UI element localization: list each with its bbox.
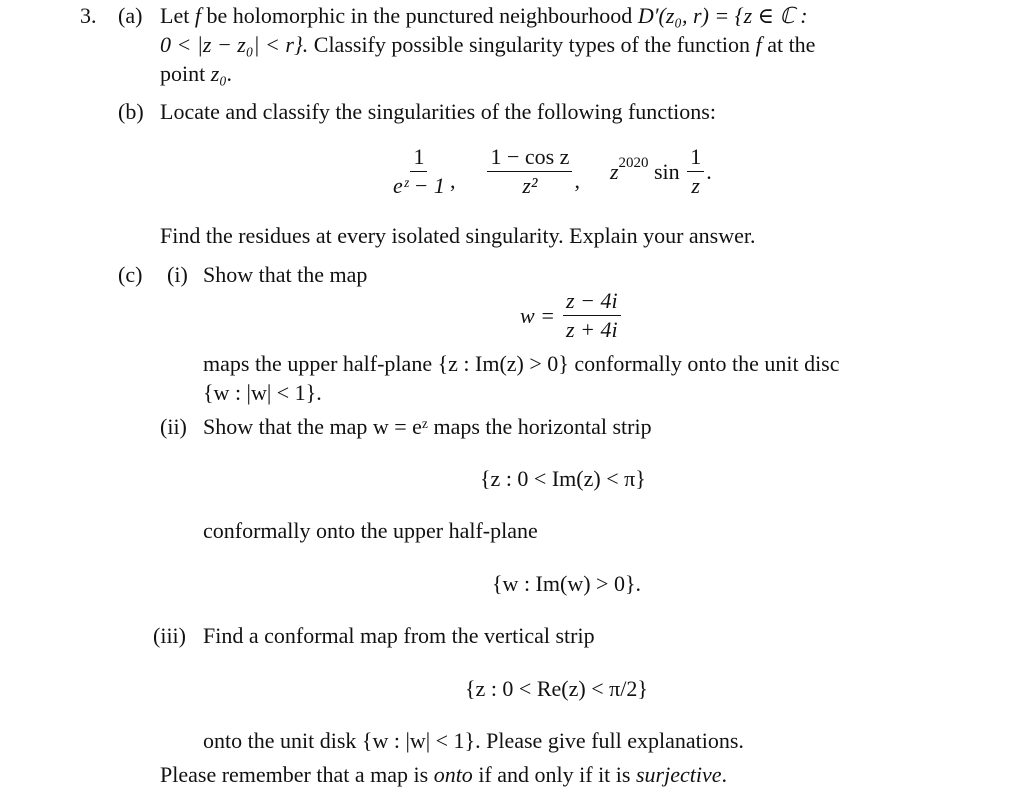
residues-instruction: Find the residues at every isolated singularity. Explain your answer. bbox=[160, 223, 756, 248]
numerator: z − 4i bbox=[563, 290, 621, 316]
part-c-i-intro: Show that the map bbox=[203, 262, 368, 287]
part-c-ii-intro: Show that the map w = eᶻ maps the horizontal strip bbox=[203, 414, 652, 439]
math-f: f bbox=[755, 32, 762, 57]
part-c-iii-intro: Find a conformal map from the vertical strip bbox=[203, 623, 595, 648]
numerator: 1 bbox=[410, 146, 427, 172]
functions-list bbox=[388, 146, 712, 197]
text: point bbox=[160, 61, 211, 86]
map-fraction bbox=[563, 290, 621, 341]
footer-note bbox=[160, 764, 727, 786]
part-c-iii-label: (iii) bbox=[153, 623, 186, 648]
part-c-label: (c) bbox=[118, 262, 143, 287]
base: z bbox=[609, 158, 619, 184]
part-c-ii-label: (ii) bbox=[160, 414, 187, 439]
fraction bbox=[687, 146, 704, 197]
exponent: 2020 bbox=[618, 155, 649, 171]
denominator: z bbox=[691, 173, 700, 198]
part-a-label: (a) bbox=[118, 3, 143, 28]
mobius-map bbox=[520, 290, 623, 341]
math-z0: z₀. bbox=[210, 61, 233, 86]
function-1 bbox=[390, 146, 448, 197]
part-b-label: (b) bbox=[118, 99, 144, 124]
separator: , bbox=[449, 167, 456, 193]
question-number: 3. bbox=[80, 3, 97, 28]
part-c-i-label: (i) bbox=[167, 262, 188, 287]
part-c-i-line-2: {w : |w| < 1}. bbox=[203, 380, 322, 405]
numerator: 1 bbox=[687, 146, 704, 172]
denominator: eᶻ − 1 bbox=[393, 173, 445, 198]
period: . bbox=[706, 158, 712, 184]
part-c-i-line-1: maps the upper half-plane {z : Im(z) > 0} conformally onto the unit disc bbox=[203, 351, 840, 376]
horizontal-strip: {z : 0 < Im(z) < π} bbox=[480, 466, 646, 491]
text: be holomorphic in the punctured neighbourhood bbox=[200, 3, 638, 28]
text: . bbox=[721, 762, 727, 787]
emphasis-onto: onto bbox=[433, 762, 473, 787]
vertical-strip: {z : 0 < Re(z) < π/2} bbox=[465, 676, 648, 701]
part-a-line-3 bbox=[160, 63, 232, 85]
emphasis-surjective: surjective bbox=[635, 762, 722, 787]
text: Please remember that a map is bbox=[160, 762, 434, 787]
function-2 bbox=[487, 146, 572, 197]
text: Classify possible singularity types of the function bbox=[308, 32, 756, 57]
part-a-line-1 bbox=[160, 5, 808, 27]
math-condition: 0 < |z − z₀| < r}. bbox=[160, 32, 309, 57]
function-3 bbox=[610, 146, 712, 197]
denominator: z + 4i bbox=[566, 317, 618, 342]
separator: , bbox=[574, 167, 580, 193]
part-c-ii-middle: conformally onto the upper half-plane bbox=[203, 518, 538, 543]
text: if and only if it is bbox=[472, 762, 636, 787]
denominator: z² bbox=[522, 173, 538, 198]
part-c-iii-outro: onto the unit disk {w : |w| < 1}. Please give full explanations. bbox=[203, 728, 744, 753]
sin: sin bbox=[648, 158, 686, 184]
part-a-line-2 bbox=[160, 34, 815, 56]
text: at the bbox=[761, 32, 816, 57]
upper-half-plane: {w : Im(w) > 0}. bbox=[492, 571, 642, 596]
part-b-intro: Locate and classify the singularities of the following functions: bbox=[160, 99, 716, 124]
math-punctured-nbhd: D′(z₀, r) = {z ∈ ℂ : bbox=[637, 3, 808, 28]
text: Let bbox=[160, 3, 195, 28]
numerator: 1 − cos z bbox=[487, 146, 572, 172]
map-lhs: w = bbox=[520, 302, 556, 328]
math-f: f bbox=[194, 3, 201, 28]
